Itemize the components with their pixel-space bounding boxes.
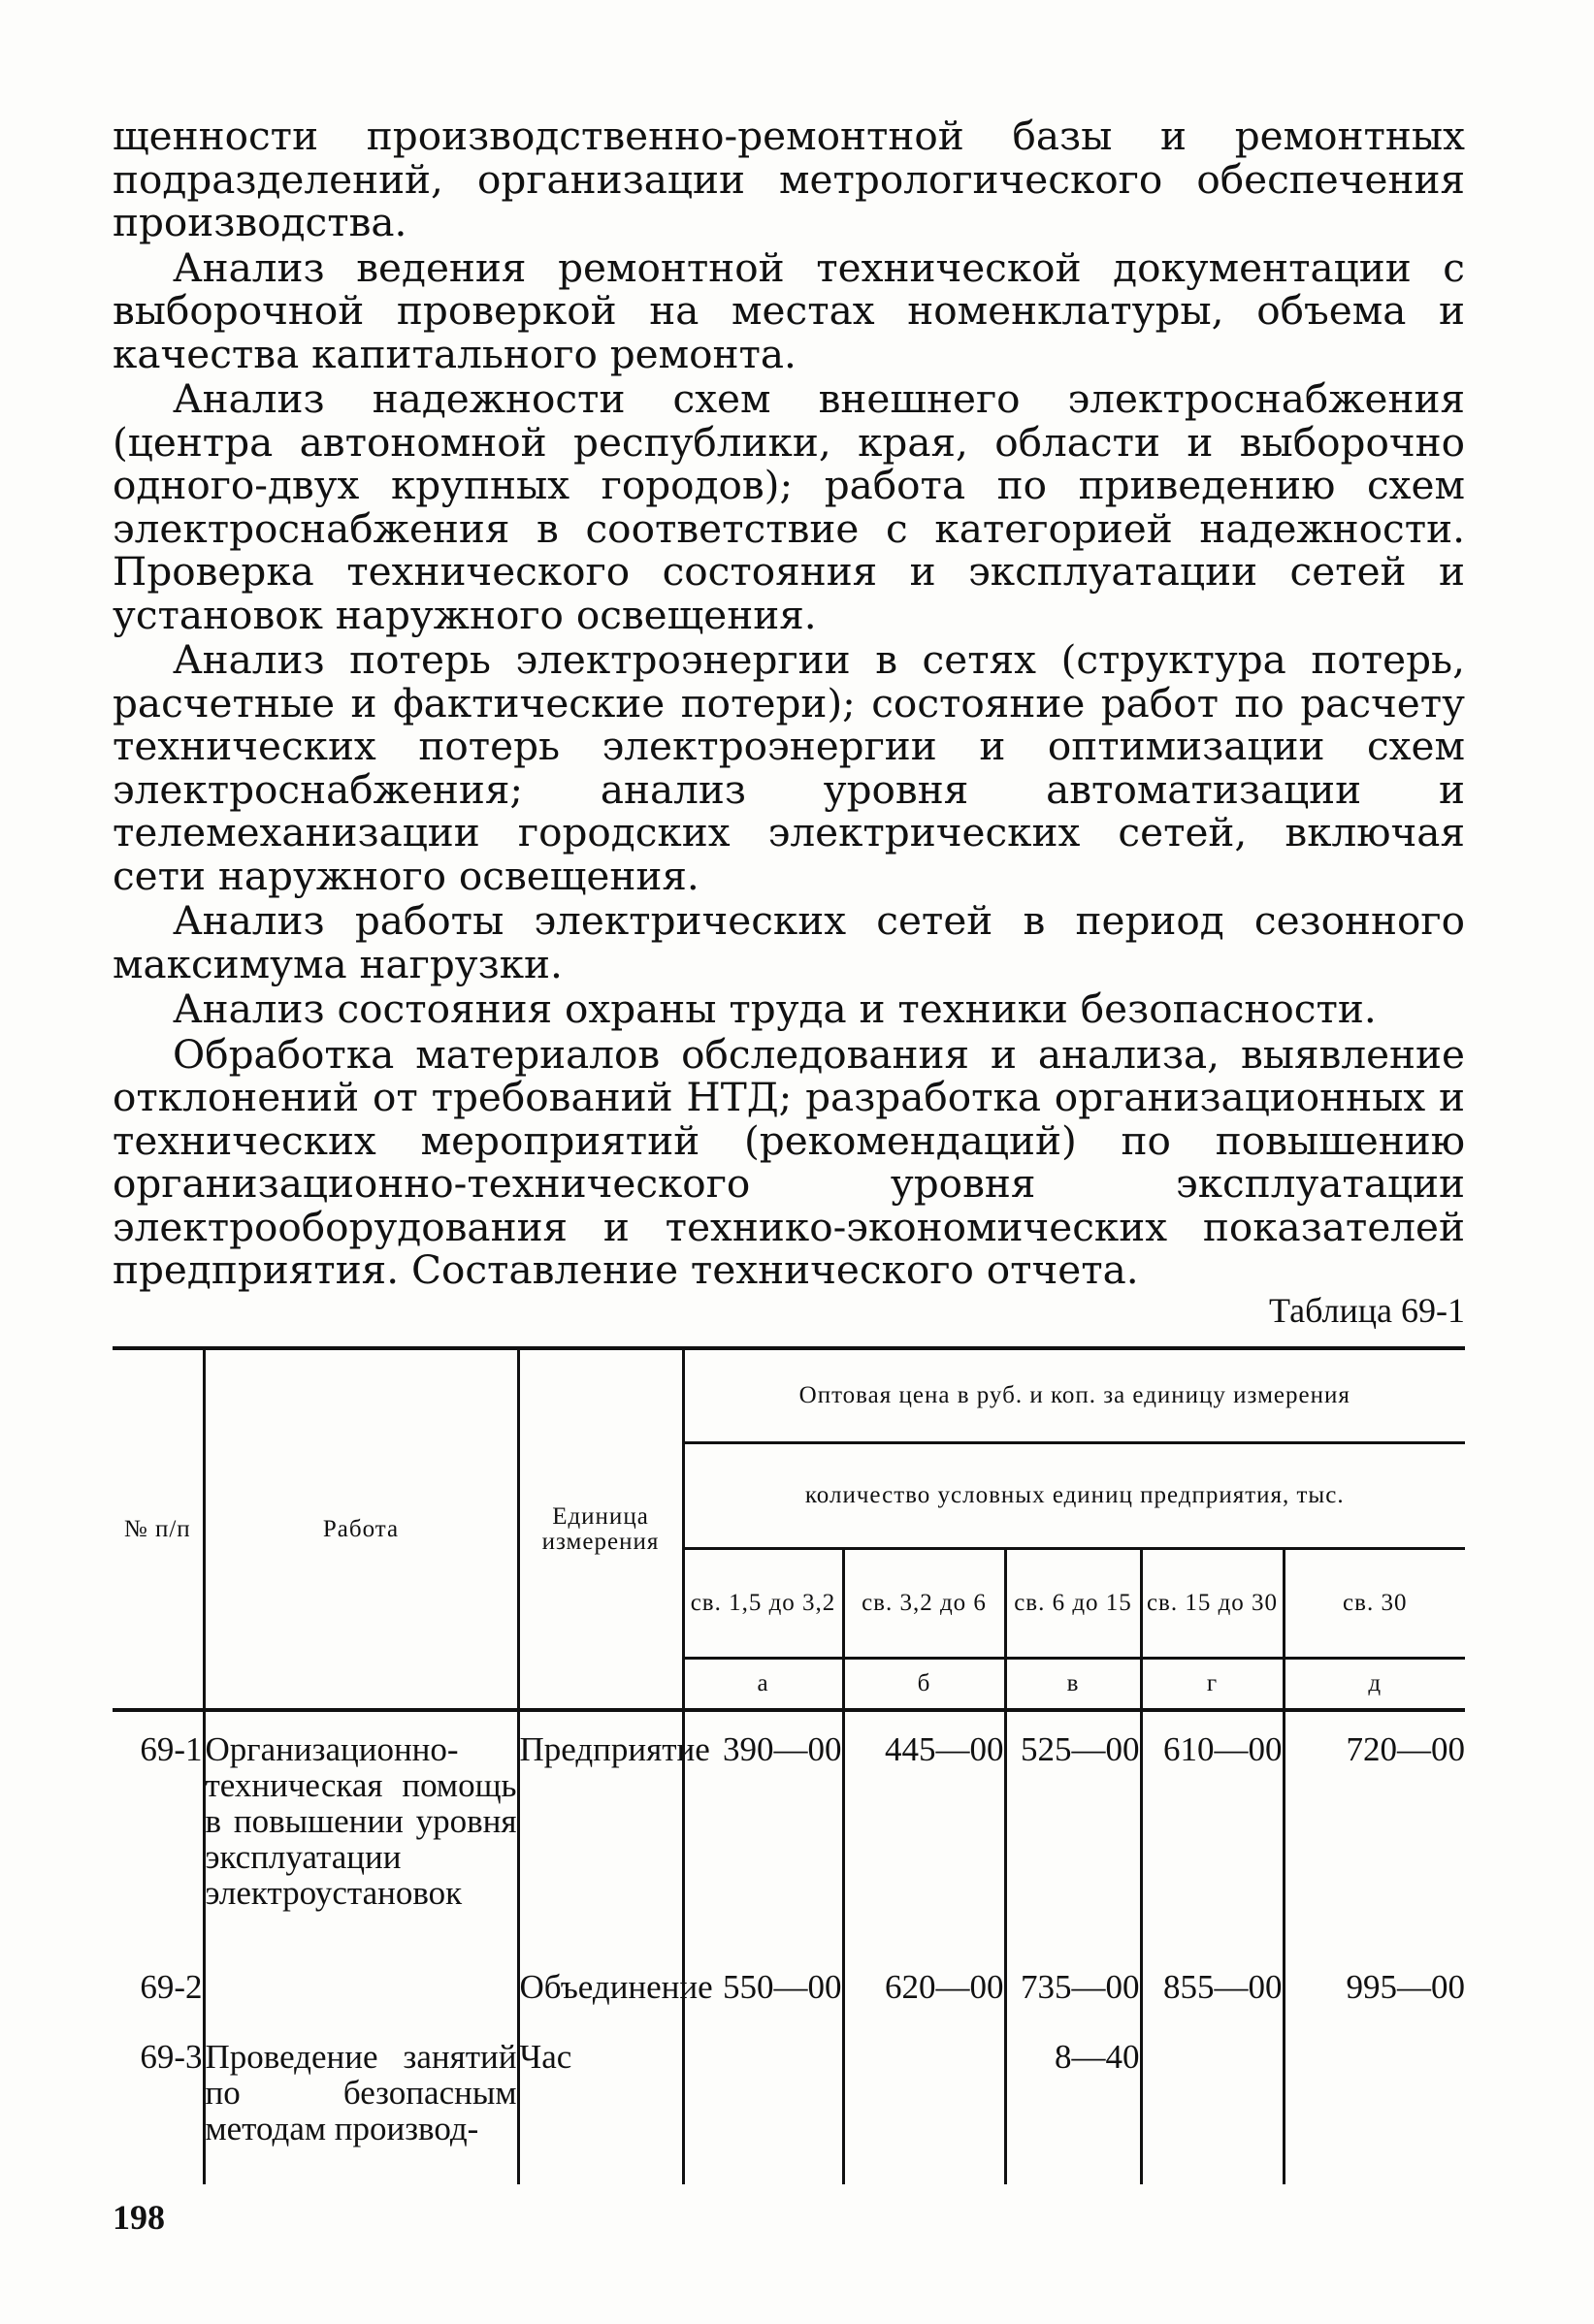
row-work [204,1969,518,2039]
table-caption: Таблица 69-1 [1269,1291,1465,1330]
row-price: 445—00 [843,1710,1005,1969]
table-row [113,1969,1465,2039]
row-price: 525—00 [1005,1710,1141,1969]
header-range: св. 6 до 15 [1005,1549,1141,1659]
row-unit: Объединение [518,1969,683,2039]
paragraph: Анализ работы электрических сетей в период сезонного максимума нагрузки. [113,897,1465,987]
row-number: 69-1 [140,1730,203,1768]
header-letter: г [1141,1659,1284,1711]
row-price: 610—00 [1141,1710,1284,1969]
header-quantity-group: количество условных единиц предприятия, тыс. [683,1443,1465,1549]
row-price [683,2039,843,2184]
paragraph: Анализ ведения ремонтной технической документации с выборочной проверкой на местах номенклатуры, объема и качества капитального ремонта. [113,243,1465,377]
paragraph: Анализ надежности схем внешнего электроснабжения (центра автономной республики, края, области и выборочно одного-двух крупных городов); работа по приведению схем электроснабжения в соответствие с категорией надежности. Проверка технического состояния и эксплуатации сетей и установок наружного освещения. [113,375,1465,638]
row-price: 550—00 [683,1969,843,2039]
row-price: 720—00 [1284,1710,1465,1969]
row-price [1141,2039,1284,2184]
row-work: Проведение занятий по безопасным методам производ- [204,2039,518,2184]
row-price [1284,2039,1465,2184]
row-price: 995—00 [1284,1969,1465,2039]
row-price: 735—00 [1005,1969,1141,2039]
row-work: Организационно-техническая помощь в повышении уровня эксплуатации электроустановок [204,1710,518,1969]
header-price-group: Оптовая цена в руб. и коп. за единицу измерения [683,1348,1465,1443]
row-price: 620—00 [843,1969,1005,2039]
row-number: 69-2 [140,1968,203,2006]
page-number: 198 [113,2198,165,2237]
price-table [113,1346,1465,2184]
row-price: 855—00 [1141,1969,1284,2039]
paragraph: Обработка материалов обследования и анализа, выявление отклонений от требований НТД; разработка организационных и технических мероприятий (рекомендаций) по повышению организационно-технического уровня эксплуатации электрооборудования и технико-экономических показателей предприятия. Составление технического отчета. [113,1030,1465,1293]
header-range: св. 3,2 до 6 [843,1549,1005,1659]
paragraph: щенности производственно-ремонтной базы и ремонтных подразделений, организации метрологического обеспечения производства. [113,113,1465,245]
row-unit: Час [518,2039,683,2184]
header-range: св. 15 до 30 [1141,1549,1284,1659]
table-row [113,2039,1465,2184]
header-letter: б [843,1659,1005,1711]
header-letter: в [1005,1659,1141,1711]
row-price: 8—40 [1005,2039,1141,2184]
header-range: св. 1,5 до 3,2 [683,1549,843,1659]
row-price [843,2039,1005,2184]
body-text [113,114,1465,1294]
header-work: Работа [204,1348,518,1710]
header-letter: д [1284,1659,1465,1711]
header-range: св. 30 [1284,1549,1465,1659]
header-num: № п/п [113,1348,204,1710]
header-letter: а [683,1659,843,1711]
header-unit: Единица измерения [518,1348,683,1710]
row-price: 390—00 [683,1710,843,1969]
row-number: 69-3 [140,2038,203,2076]
row-unit: Предприятие [518,1710,683,1969]
paragraph: Анализ потерь электроэнергии в сетях (структура потерь, расчетные и фактические потери); состояние работ по расчету технических потерь электроэнергии и оптимизации схем электроснабжения; анализ уровня автоматизации и телемеханизации городских электрических сетей, включая сети наружного освещения. [113,636,1465,899]
table-row [113,1710,1465,1969]
paragraph: Анализ состояния охраны труда и техники безопасности. [173,985,1377,1032]
